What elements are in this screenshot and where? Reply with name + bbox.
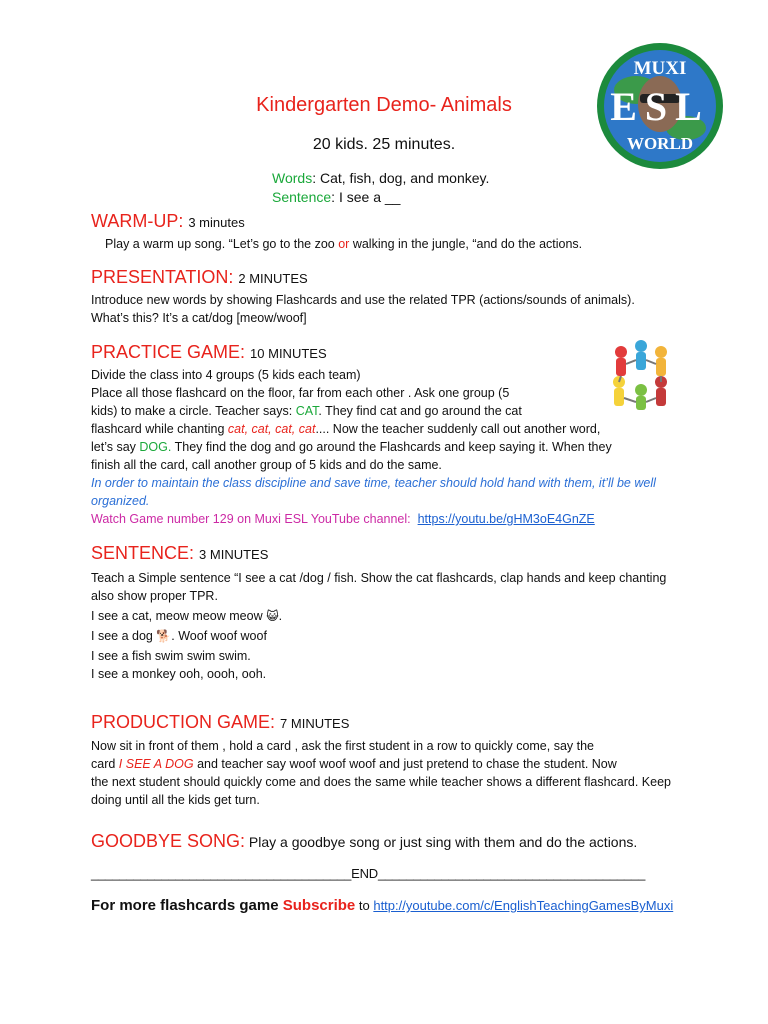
practice-text: Divide the class into 4 groups (5 kids each team) Place all those flashcard on the floor, far from each other . Ask one group (5 kids) to make a circle. Teacher says: CAT. They find cat and go around the cat flashcard while chanting cat, cat, cat, cat.... Now the teacher suddenly call out another word, let’s say DOG. They find the dog and go around the Flashcards and keep saying it. When they finish all the card, call another group of 5 kids and do the same. In order to maintain the class discipline and save time, teacher should hold hand with them, it’ll be well organized. Watch Game number 129 on Muxi ESL YouTube channel: https://youtu.be/gHM3oE4GnZE: [91, 366, 691, 528]
sentence-duration: 3 MINUTES: [199, 547, 269, 562]
cat-face-icon: 😺: [266, 609, 279, 623]
warmup-duration: 3 minutes: [188, 215, 245, 230]
presentation-duration: 2 MINUTES: [238, 271, 308, 286]
svg-text:MUXI: MUXI: [633, 58, 687, 79]
channel-link[interactable]: http://youtube.com/c/EnglishTeachingGamesByMuxi: [373, 898, 674, 913]
footer-cta: For more flashcards game Subscribe to http://youtube.com/c/EnglishTeachingGamesByMuxi: [91, 897, 674, 914]
production-heading: PRODUCTION GAME: 7 MINUTES: [91, 712, 350, 732]
page-title: Kindergarten Demo- Animals: [256, 94, 512, 116]
youtube-video-link[interactable]: https://youtu.be/gHM3oE4GnZE: [417, 512, 595, 526]
production-duration: 7 MINUTES: [280, 716, 350, 731]
svg-text:WORLD: WORLD: [626, 134, 694, 153]
words-label: Words: [272, 170, 313, 186]
subscribe-text: Subscribe: [282, 897, 356, 914]
words-text: : Cat, fish, dog, and monkey.: [312, 170, 490, 186]
end-divider: _____________________________________END______________________________________: [91, 866, 646, 881]
sentence-heading: SENTENCE: 3 MINUTES: [91, 543, 269, 563]
watch-text: Watch Game number 129 on Muxi ESL YouTube channel:: [91, 512, 411, 526]
warmup-text: Play a warm up song. “Let’s go to the zoo or walking in the jungle, “and do the actions.: [105, 237, 583, 251]
sentence-text: : I see a __: [331, 189, 401, 205]
presentation-heading: PRESENTATION: 2 MINUTES: [91, 267, 308, 287]
page-subtitle: 20 kids. 25 minutes.: [312, 136, 456, 153]
practice-duration: 10 MINUTES: [250, 346, 327, 361]
svg-text:ESL: ESL: [610, 84, 710, 129]
production-text: Now sit in front of them , hold a card , ask the first student in a row to quickly come, say the card I SEE A DOG and teacher say woof woof woof and just pretend to chase the student. Now the next student should quickly come and does the same while teacher shows a different flashcard. Keep doing until all the kids get turn.: [91, 739, 671, 807]
sentence-text: Teach a Simple sentence “I see a cat /dog / fish. Show the cat flashcards, clap hands and keep chanting also show proper TPR. I see a cat, meow meow meow 😺. I see a dog 🐕. Woof woof woof I see a fish swim swim swim. I see a monkey ooh, oooh, ooh.: [91, 571, 667, 681]
goodbye-heading: GOODBYE SONG:: [91, 831, 246, 851]
practice-heading: PRACTICE GAME: 10 MINUTES: [91, 342, 327, 362]
goodbye-section: [91, 831, 637, 852]
warmup-heading: WARM-UP: 3 minutes: [91, 211, 245, 231]
vocab-block: [272, 169, 489, 207]
dog-icon: 🐕: [156, 629, 172, 643]
goodbye-text: Play a goodbye song or just sing with them and do the actions.: [245, 834, 638, 850]
presentation-text: Introduce new words by showing Flashcards and use the related TPR (actions/sounds of animals). What’s this? It’s a cat/dog [meow/woof]: [91, 293, 635, 325]
practice-note: In order to maintain the class discipline and save time, teacher should hold hand with them, it’ll be well organized.: [91, 476, 656, 508]
sentence-label: Sentence: [272, 189, 332, 205]
